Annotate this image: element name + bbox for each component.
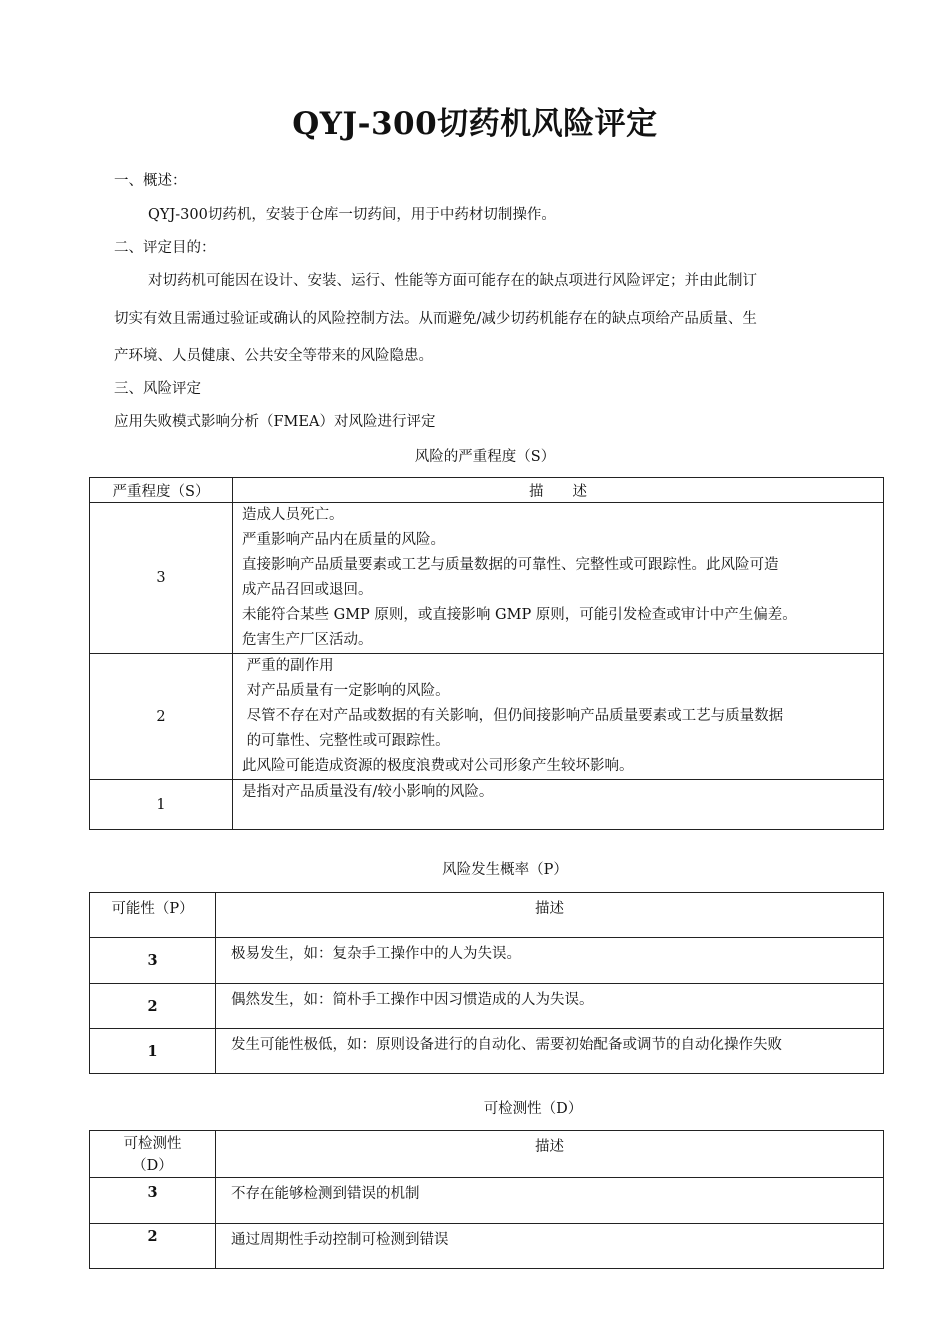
severity-description [233, 654, 884, 780]
description-line: 未能符合某些 GMP 原则，或直接影响 GMP 原则，可能引发检查或审计中产生偏差。 [242, 607, 797, 623]
probability-level: 2 [90, 984, 216, 1029]
overview-text: QYJ-300切药机，安装于仓库一切药间，用于中药材切制操作。 [148, 207, 556, 223]
detectability-description: 通过周期性手动控制可检测到错误 [216, 1224, 884, 1269]
detectability-header-line-1: 可检测性 [123, 1136, 182, 1152]
table-header-row [90, 478, 884, 503]
table-row [90, 503, 884, 654]
description-line: 直接影响产品质量要素或工艺与质量数据的可靠性、完整性或可跟踪性。此风险可造 [242, 557, 779, 573]
severity-table-caption: 风险的严重程度（S） [414, 449, 556, 465]
probability-table [89, 892, 884, 1074]
description-header: 描述 [216, 1131, 884, 1178]
table-header-row [90, 1131, 884, 1178]
severity-table [89, 477, 884, 830]
description-line: 尽管不存在对产品或数据的有关影响，但仍间接影响产品质量要素或工艺与质量数据 [242, 708, 784, 724]
table-row [90, 1029, 884, 1074]
table-row [90, 780, 884, 830]
probability-description: 偶然发生，如：简朴手工操作中因习惯造成的人为失误。 [216, 984, 884, 1029]
table-row [90, 1224, 884, 1269]
table-header-row [90, 893, 884, 938]
detectability-table-caption: 可检测性（D） [483, 1101, 583, 1117]
probability-level: 1 [90, 1029, 216, 1074]
probability-level: 3 [90, 938, 216, 984]
detectability-level: 3 [90, 1178, 216, 1224]
description-line: 此风险可能造成资源的极度浪费或对公司形象产生较坏影响。 [242, 758, 634, 774]
probability-table-caption: 风险发生概率（P） [442, 862, 568, 878]
purpose-heading: 二、评定目的： [114, 240, 216, 256]
severity-level: 3 [90, 503, 233, 654]
purpose-text-line-2: 切实有效且需通过验证或确认的风险控制方法。从而避免/减少切药机能存在的缺点项给产品质量、生 [114, 311, 757, 327]
description-line: 造成人员死亡。 [242, 507, 344, 523]
risk-method: 应用失败模式影响分析（FMEA）对风险进行评定 [114, 414, 436, 430]
probability-description: 发生可能性极低，如：原则设备进行的自动化、需要初始配备或调节的自动化操作失败 [216, 1029, 884, 1074]
detectability-description: 不存在能够检测到错误的机制 [216, 1178, 884, 1224]
severity-level: 2 [90, 654, 233, 780]
detectability-table [89, 1130, 884, 1269]
description-line: 是指对产品质量没有/较小影响的风险。 [242, 784, 494, 800]
table-row [90, 938, 884, 984]
table-row [90, 1178, 884, 1224]
description-line: 成产品召回或退回。 [242, 582, 373, 598]
severity-level: 1 [90, 780, 233, 830]
probability-header: 可能性（P） [90, 893, 216, 938]
description-line: 对产品质量有一定影响的风险。 [242, 683, 450, 699]
detectability-header [90, 1131, 216, 1178]
description-header: 描 述 [233, 478, 884, 503]
table-row [90, 654, 884, 780]
probability-description: 极易发生，如：复杂手工操作中的人为失误。 [216, 938, 884, 984]
description-line: 严重的副作用 [242, 658, 334, 674]
detectability-header-line-2: （D） [132, 1158, 173, 1174]
description-line: 严重影响产品内在质量的风险。 [242, 532, 445, 548]
table-row [90, 984, 884, 1029]
description-header: 描述 [216, 893, 884, 938]
severity-description [233, 503, 884, 654]
severity-header: 严重程度（S） [90, 478, 233, 503]
severity-description [233, 780, 884, 830]
risk-heading: 三、风险评定 [114, 381, 201, 397]
detectability-level: 2 [90, 1224, 216, 1269]
purpose-text-line-1: 对切药机可能因在设计、安装、运行、性能等方面可能存在的缺点项进行风险评定；并由此制订 [148, 273, 757, 289]
description-line: 的可靠性、完整性或可跟踪性。 [242, 733, 450, 749]
overview-heading: 一、概述： [114, 173, 187, 189]
document-title: QYJ-300切药机风险评定 [292, 106, 658, 142]
description-line: 危害生产厂区活动。 [242, 632, 373, 648]
purpose-text-line-3: 产环境、人员健康、公共安全等带来的风险隐患。 [114, 348, 433, 364]
